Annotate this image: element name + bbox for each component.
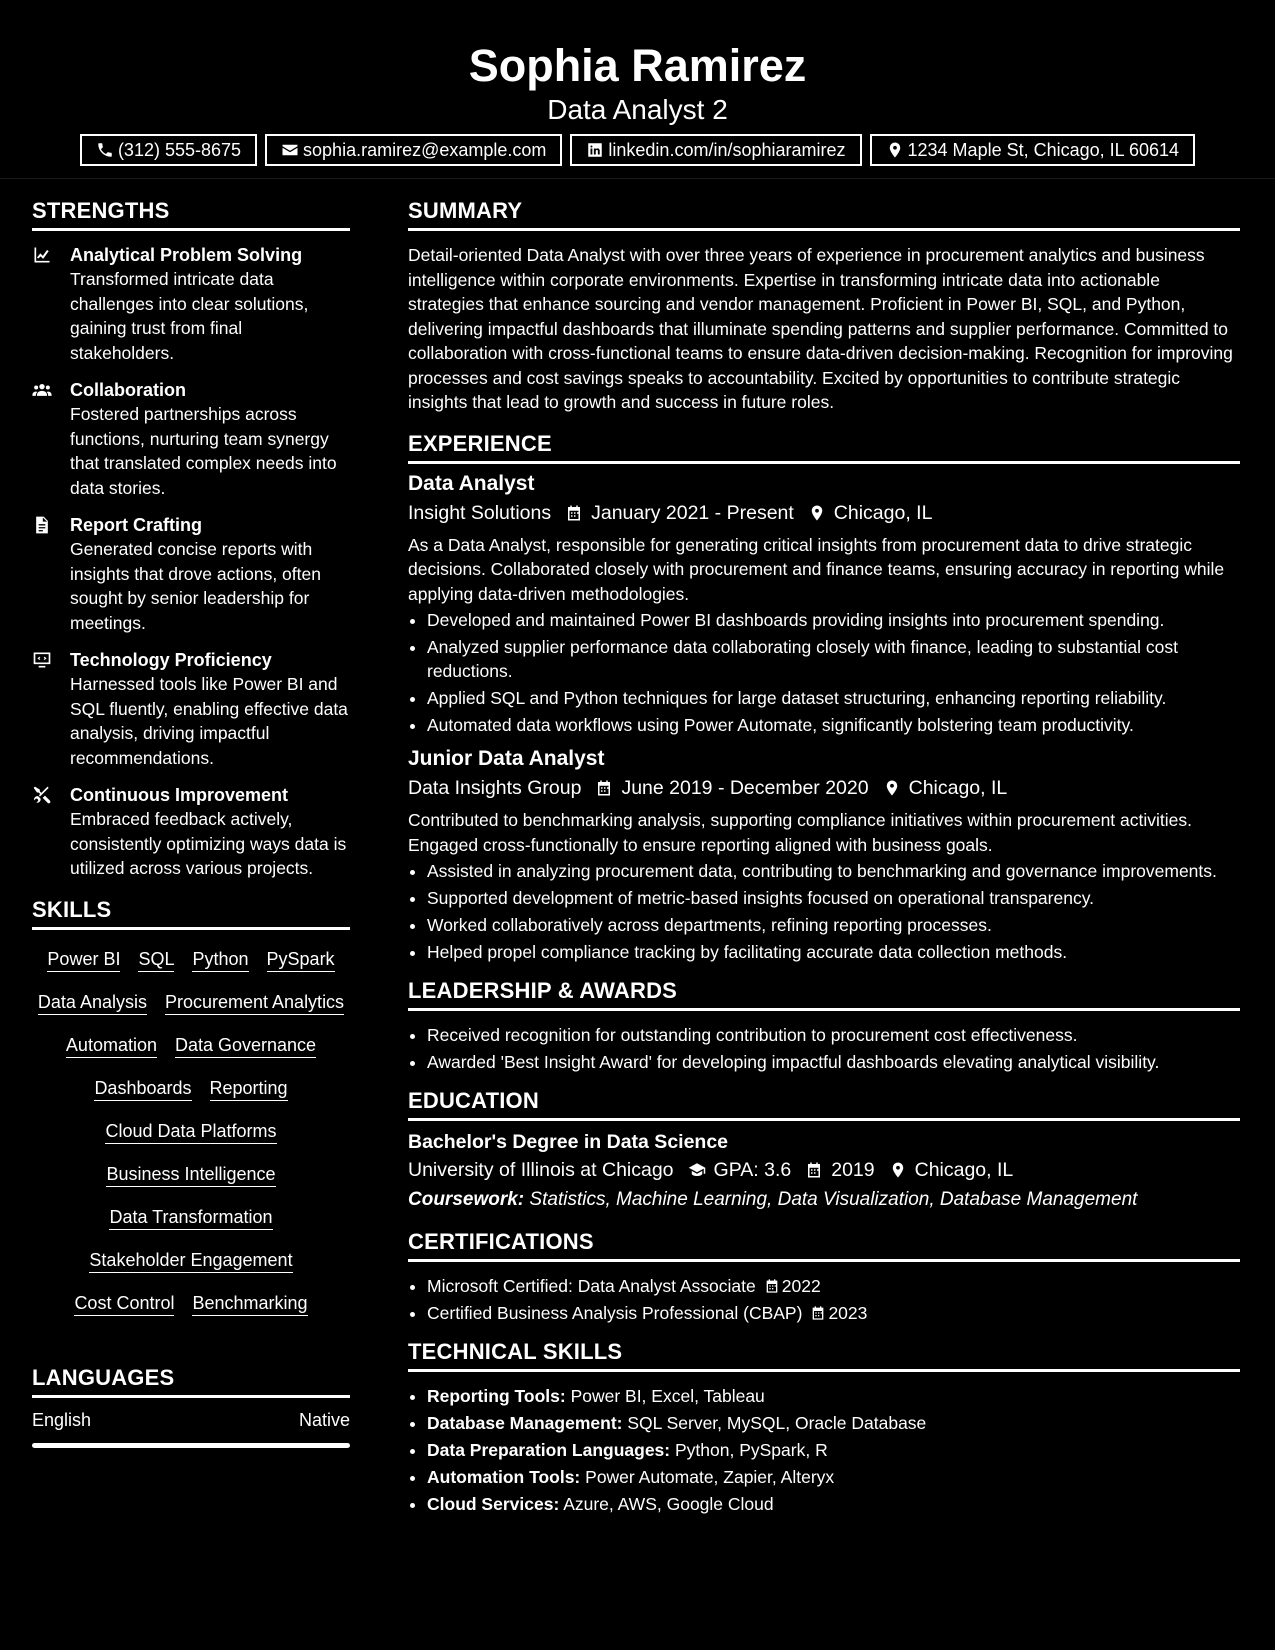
graduation-cap-icon bbox=[688, 1161, 706, 1179]
technical-skills-heading: TECHNICAL SKILLS bbox=[408, 1339, 1240, 1372]
calendar-icon bbox=[810, 1305, 826, 1321]
job-location: Chicago, IL bbox=[833, 501, 933, 524]
job-bullets bbox=[408, 608, 1240, 737]
skill-tag: Data Analysis bbox=[38, 990, 147, 1015]
list-item bbox=[427, 1384, 1240, 1408]
strength-desc: Fostered partnerships across functions, nurturing team synergy that translated complex needs into data stories. bbox=[70, 404, 337, 498]
linkedin-icon bbox=[586, 141, 604, 159]
job-company: Data Insights Group bbox=[408, 777, 582, 799]
linkedin-text: linkedin.com/in/sophiaramirez bbox=[608, 139, 846, 160]
experience-heading: EXPERIENCE bbox=[408, 431, 1240, 464]
list-item: • Analyzed supplier performance data collaborating closely with finance, leading to substantial cost reductions. bbox=[427, 635, 1240, 683]
job-description: Contributed to benchmarking analysis, supporting compliance initiatives within procurement activities. Engaged cross-functionally to ensure reporting aligned with business goals. bbox=[408, 810, 1192, 855]
coursework-text: Statistics, Machine Learning, Data Visualization, Database Management bbox=[529, 1189, 1138, 1210]
strength-item bbox=[32, 243, 350, 365]
strength-item bbox=[32, 513, 350, 635]
skill-tag: Business Intelligence bbox=[106, 1162, 275, 1187]
education-school: University of Illinois at Chicago bbox=[408, 1159, 674, 1181]
skill-tag: Stakeholder Engagement bbox=[89, 1248, 292, 1273]
job-entry bbox=[408, 470, 1240, 738]
tech-label: Automation Tools: bbox=[427, 1467, 581, 1487]
location-pin-icon bbox=[883, 779, 901, 797]
education-heading: EDUCATION bbox=[408, 1088, 1240, 1121]
cert-year: 2022 bbox=[781, 1276, 821, 1296]
address-text: 1234 Maple St, Chicago, IL 60614 bbox=[907, 139, 1180, 160]
list-item: • Worked collaboratively across departments, refining reporting processes. bbox=[427, 913, 1240, 937]
list-item bbox=[427, 1274, 1240, 1298]
skill-tag: Data Transformation bbox=[109, 1205, 272, 1230]
computer-icon bbox=[32, 650, 52, 670]
candidate-name: Sophia Ramirez bbox=[468, 40, 807, 91]
resume-header bbox=[0, 0, 1275, 179]
location-pin-icon bbox=[889, 1161, 907, 1179]
job-dates: January 2021 - Present bbox=[591, 501, 794, 524]
job-description: As a Data Analyst, responsible for generating critical insights from procurement data to drive strategic decisions. Collaborated closely with procurement and finance teams, ensuring accuracy in reporting while applying data-driven methodologies. bbox=[408, 534, 1225, 604]
tech-label: Reporting Tools: bbox=[427, 1386, 566, 1406]
skill-tag: Cost Control bbox=[74, 1291, 174, 1316]
education-gpa: GPA: 3.6 bbox=[713, 1159, 792, 1181]
right-column bbox=[408, 198, 1240, 1519]
skill-tag: Power BI bbox=[47, 947, 120, 972]
tech-value: Power Automate, Zapier, Alteryx bbox=[585, 1467, 835, 1487]
tech-label: Data Preparation Languages: bbox=[427, 1440, 671, 1460]
job-location: Chicago, IL bbox=[908, 777, 1008, 799]
cert-name: Microsoft Certified: Data Analyst Associate bbox=[427, 1276, 756, 1296]
skill-tag: SQL bbox=[138, 947, 174, 972]
list-item: • Automated data workflows using Power Automate, significantly bolstering team productivity. bbox=[427, 713, 1240, 737]
skills-list bbox=[32, 942, 350, 1331]
language-level: Native bbox=[298, 1409, 350, 1430]
skill-tag: Cloud Data Platforms bbox=[105, 1119, 276, 1144]
email-text: sophia.ramirez@example.com bbox=[303, 139, 547, 160]
list-item bbox=[427, 1492, 1240, 1516]
email-contact[interactable] bbox=[265, 134, 562, 166]
calendar-icon bbox=[565, 504, 583, 522]
skill-tag: Procurement Analytics bbox=[165, 990, 344, 1015]
phone-text: (312) 555-8675 bbox=[117, 139, 242, 160]
language-item bbox=[32, 1410, 350, 1431]
document-icon bbox=[32, 515, 52, 535]
job-meta bbox=[408, 773, 1240, 803]
tech-value: Azure, AWS, Google Cloud bbox=[563, 1494, 774, 1514]
location-pin-icon bbox=[886, 141, 904, 159]
job-bullets bbox=[408, 859, 1240, 964]
strength-item bbox=[32, 378, 350, 500]
job-entry bbox=[408, 745, 1240, 964]
mail-icon bbox=[281, 141, 299, 159]
skills-heading: SKILLS bbox=[32, 897, 350, 930]
address-contact[interactable] bbox=[870, 134, 1196, 166]
strength-desc: Harnessed tools like Power BI and SQL fluently, enabling effective data analysis, driving impactful recommendations. bbox=[70, 674, 348, 768]
skill-tag: Python bbox=[192, 947, 248, 972]
job-meta bbox=[408, 498, 1240, 528]
tech-label: Cloud Services: bbox=[427, 1494, 560, 1514]
list-item: • Assisted in analyzing procurement data, contributing to benchmarking and governance improvements. bbox=[427, 859, 1240, 883]
summary-heading: SUMMARY bbox=[408, 198, 1240, 231]
skill-tag: Automation bbox=[66, 1033, 157, 1058]
education-year: 2019 bbox=[831, 1159, 875, 1181]
left-column bbox=[32, 198, 350, 1448]
list-item: • Applied SQL and Python techniques for large dataset structuring, enhancing reporting reliability. bbox=[427, 686, 1240, 710]
skill-tag: Benchmarking bbox=[192, 1291, 307, 1316]
strength-title: Collaboration bbox=[70, 380, 186, 400]
language-name: English bbox=[32, 1409, 92, 1430]
list-item: • Awarded 'Best Insight Award' for developing impactful dashboards elevating analytical visibility. bbox=[427, 1050, 1240, 1074]
education-location: Chicago, IL bbox=[914, 1159, 1014, 1181]
strength-title: Report Crafting bbox=[70, 515, 202, 535]
strength-item bbox=[32, 783, 350, 881]
tech-label: Database Management: bbox=[427, 1413, 623, 1433]
skill-tag: Reporting bbox=[210, 1076, 288, 1101]
list-item bbox=[427, 1411, 1240, 1435]
tech-value: Power BI, Excel, Tableau bbox=[570, 1386, 765, 1406]
strength-desc: Generated concise reports with insights that drove actions, often sought by senior leadership for meetings. bbox=[70, 539, 321, 633]
strengths-list bbox=[32, 243, 350, 881]
list-item bbox=[427, 1438, 1240, 1462]
strength-desc: Transformed intricate data challenges into clear solutions, gaining trust from final stakeholders. bbox=[70, 269, 309, 363]
education-degree: Bachelor's Degree in Data Science bbox=[408, 1131, 729, 1153]
strength-item bbox=[32, 648, 350, 770]
awards-heading: LEADERSHIP & AWARDS bbox=[408, 978, 1240, 1011]
summary-text: Detail-oriented Data Analyst with over three years of experience in procurement analytics and business intelligence within corporate environments. Expertise in transforming intricate data into actionable strategies that enhance sourcing and vendor management. Proficient in Power BI, SQL, and Python, delivering impactful dashboards that illuminate spending patterns and supplier performance. Committed to collaboration with cross-functional teams to ensure data-driven decision-making. Recognition for improving processes and cost savings speaks to accountability. Excited by opportunities to contribute strategic insights that lead to growth and success in future roles. bbox=[408, 245, 1233, 412]
calendar-icon bbox=[764, 1278, 780, 1294]
job-company: Insight Solutions bbox=[408, 501, 552, 524]
tech-value: Python, PySpark, R bbox=[675, 1440, 828, 1460]
calendar-icon bbox=[805, 1161, 823, 1179]
tools-icon bbox=[32, 785, 52, 805]
coursework bbox=[408, 1185, 1240, 1215]
strength-title: Continuous Improvement bbox=[70, 785, 289, 805]
linkedin-contact[interactable] bbox=[570, 134, 861, 166]
strength-title: Technology Proficiency bbox=[70, 650, 272, 670]
list-item: • Received recognition for outstanding contribution to procurement cost effectiveness. bbox=[427, 1023, 1240, 1047]
certifications-list bbox=[408, 1274, 1240, 1325]
education-meta bbox=[408, 1155, 1240, 1185]
list-item: • Helped propel compliance tracking by facilitating accurate data collection methods. bbox=[427, 940, 1240, 964]
job-dates: June 2019 - December 2020 bbox=[621, 777, 869, 799]
candidate-title: Data Analyst 2 bbox=[547, 94, 728, 125]
cert-name: Certified Business Analysis Professional (CBAP) bbox=[427, 1303, 803, 1323]
languages-heading: LANGUAGES bbox=[32, 1365, 350, 1398]
coursework-label: Coursework: bbox=[408, 1189, 525, 1210]
job-role: Junior Data Analyst bbox=[408, 747, 605, 770]
skill-tag: Data Governance bbox=[175, 1033, 316, 1058]
phone-contact[interactable] bbox=[80, 134, 257, 166]
cert-year: 2023 bbox=[828, 1303, 868, 1323]
strengths-heading: STRENGTHS bbox=[32, 198, 350, 231]
technical-skills-list bbox=[408, 1384, 1240, 1516]
list-item: • Developed and maintained Power BI dashboards providing insights into procurement spending. bbox=[427, 608, 1240, 632]
list-item bbox=[427, 1465, 1240, 1489]
job-role: Data Analyst bbox=[408, 471, 535, 495]
awards-list bbox=[408, 1023, 1240, 1074]
certifications-heading: CERTIFICATIONS bbox=[408, 1229, 1240, 1262]
language-proficiency-bar bbox=[32, 1443, 350, 1448]
skill-tag: Dashboards bbox=[94, 1076, 191, 1101]
chart-line-icon bbox=[32, 245, 52, 265]
list-item bbox=[427, 1301, 1240, 1325]
strength-desc: Embraced feedback actively, consistently optimizing ways data is utilized across various projects. bbox=[70, 809, 347, 878]
contact-bar bbox=[0, 134, 1275, 166]
users-icon bbox=[32, 380, 52, 400]
calendar-icon bbox=[595, 779, 613, 797]
location-pin-icon bbox=[808, 504, 826, 522]
skill-tag: PySpark bbox=[267, 947, 335, 972]
tech-value: SQL Server, MySQL, Oracle Database bbox=[627, 1413, 927, 1433]
strength-title: Analytical Problem Solving bbox=[70, 245, 303, 265]
phone-icon bbox=[96, 141, 114, 159]
list-item: • Supported development of metric-based insights focused on operational transparency. bbox=[427, 886, 1240, 910]
